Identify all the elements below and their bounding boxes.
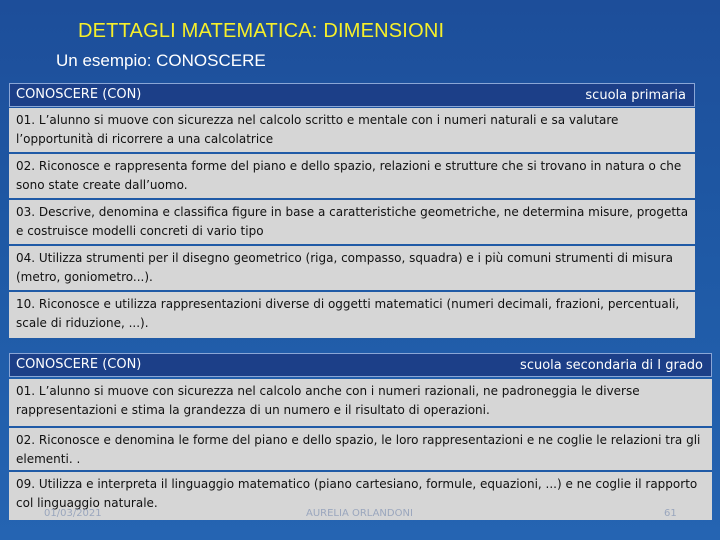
secondary-header-label: CONOSCERE (CON) [16, 357, 142, 372]
secondary-item-01: 01. L’alunno si muove con sicurezza nel calcolo anche con i numeri razionali, ne padroneggia le diverse rappresentazioni e stima la grandezza di un numero e il risultato di operazioni. [9, 379, 712, 428]
slide-subtitle: Un esempio: CONOSCERE [56, 51, 266, 70]
secondary-school-level: scuola secondaria di I grado [520, 358, 703, 373]
primary-header-label: CONOSCERE (CON) [16, 87, 142, 102]
primary-item-01: 01. L’alunno si muove con sicurezza nel calcolo scritto e mentale con i numeri naturali e sa valutare l’opportunità di ricorrere a una calcolatrice [9, 108, 695, 154]
secondary-item-09: 09. Utilizza e interpreta il linguaggio matematico (piano cartesiano, formule, equazioni, ...) e ne coglie il rapporto col linguaggio naturale. [9, 472, 712, 520]
primary-item-03: 03. Descrive, denomina e classifica figure in base a caratteristiche geometriche, ne determina misure, progetta e costruisce modelli concreti di vario tipo [9, 200, 695, 246]
primary-item-10: 10. Riconosce e utilizza rappresentazioni diverse di oggetti matematici (numeri decimali, frazioni, percentuali, scale di riduzione, ...). [9, 292, 695, 340]
footer-page-number: 61 [664, 508, 677, 519]
primary-header [9, 83, 695, 107]
slide-title: DETTAGLI MATEMATICA: DIMENSIONI [78, 20, 445, 42]
primary-item-04: 04. Utilizza strumenti per il disegno geometrico (riga, compasso, squadra) e i più comuni strumenti di misura (metro, goniometro...). [9, 246, 695, 292]
secondary-item-02: 02. Riconosce e denomina le forme del piano e dello spazio, le loro rappresentazioni e ne coglie le relazioni tra gli elementi. . [9, 428, 712, 472]
primary-item-02: 02. Riconosce e rappresenta forme del piano e dello spazio, relazioni e strutture che si trovano in natura o che sono state create dall’uomo. [9, 154, 695, 200]
secondary-header [9, 353, 712, 377]
primary-school-level: scuola primaria [585, 88, 686, 103]
footer-date: 01/03/2021 [44, 508, 102, 519]
footer-author: AURELIA ORLANDONI [306, 508, 413, 519]
